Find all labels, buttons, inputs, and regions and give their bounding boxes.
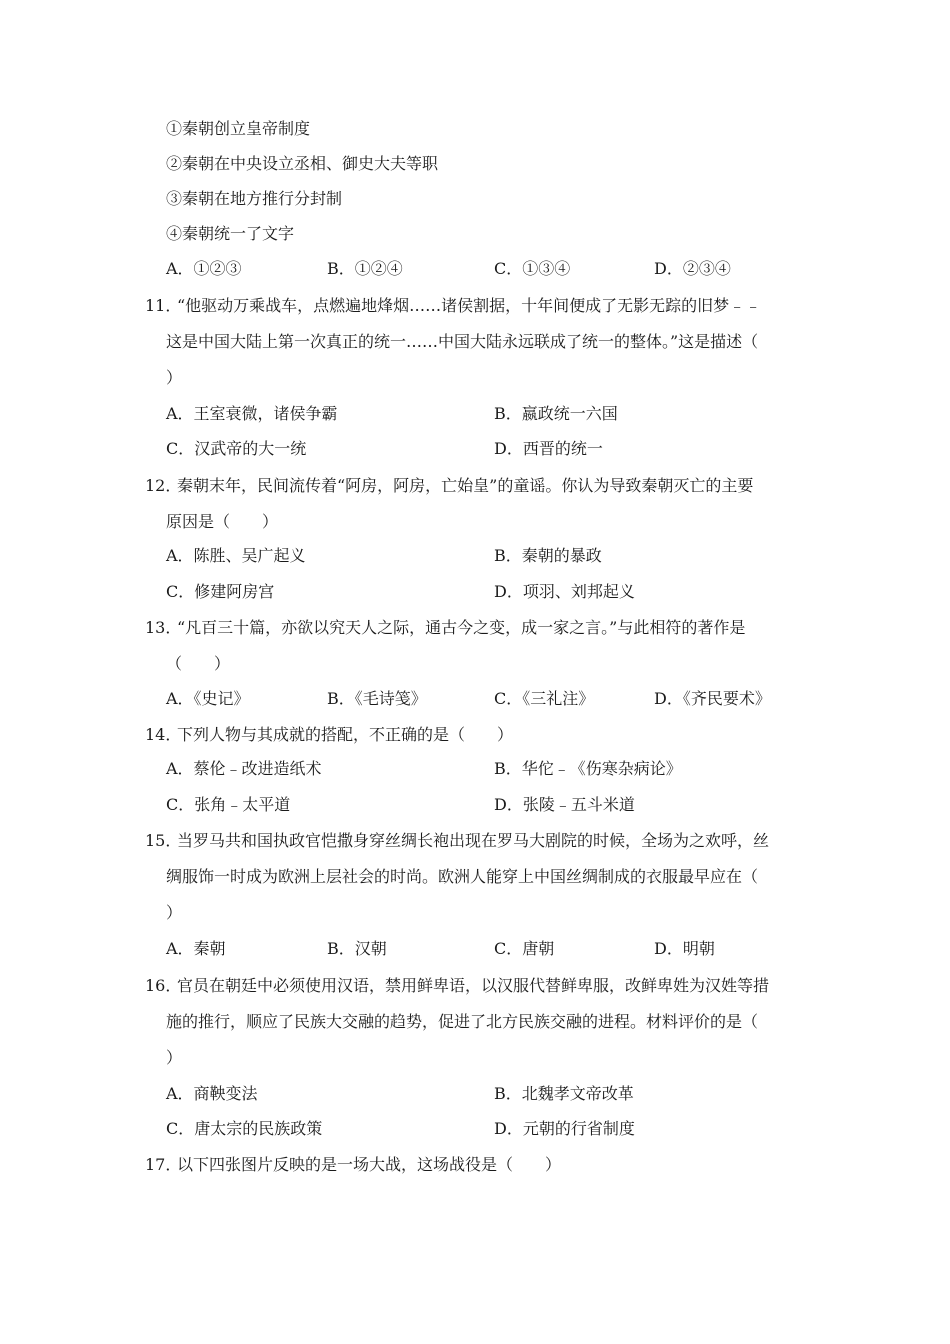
q11-option-c: C．汉武帝的大一统 — [166, 439, 307, 458]
q12-text-line-1: 秦朝末年，民间流传着“阿房，阿房，亡始皇”的童谣。你认为导致秦朝灭亡的主要 — [177, 476, 754, 495]
q12-number: 12． — [145, 476, 182, 495]
statement-1: ①秦朝创立皇帝制度 — [166, 119, 311, 138]
q17-text-line-1: 以下四张图片反映的是一场大战，这场战役是（ ） — [177, 1155, 562, 1174]
q15-option-a: A．秦朝 — [166, 939, 226, 958]
q15-text-line-3: ） — [166, 903, 183, 922]
q13-text-line-2: （ ） — [166, 654, 231, 673]
q16-option-d: D．元朝的行省制度 — [494, 1119, 635, 1138]
q13-option-b: B．《毛诗笺》 — [327, 689, 427, 708]
statement-3: ③秦朝在地方推行分封制 — [166, 189, 343, 208]
q11-text-line-3: ） — [166, 368, 183, 387]
q13-number: 13． — [145, 618, 182, 637]
q15-number: 15． — [145, 831, 182, 850]
q12-option-c: C．修建阿房宫 — [166, 582, 275, 601]
q14-option-a: A．蔡伦﹣改进造纸术 — [166, 759, 322, 778]
q10-option-b: B．①②④ — [327, 259, 403, 278]
q16-text-line-2: 施的推行，顺应了民族大交融的趋势，促进了北方民族交融的进程。材料评价的是（ — [166, 1012, 759, 1031]
q14-option-d: D．张陵﹣五斗米道 — [494, 795, 635, 814]
q16-option-c: C．唐太宗的民族政策 — [166, 1119, 323, 1138]
q13-option-a: A．《史记》 — [166, 689, 250, 708]
q15-option-b: B．汉朝 — [327, 939, 387, 958]
q10-option-a: A．①②③ — [166, 259, 242, 278]
q11-option-b: B．嬴政统一六国 — [494, 404, 618, 423]
q16-number: 16． — [145, 976, 182, 995]
q15-text-line-1: 当罗马共和国执政官恺撒身穿丝绸长袍出现在罗马大剧院的时候，全场为之欢呼，丝 — [177, 831, 770, 850]
q17-number: 17． — [145, 1155, 182, 1174]
statement-2: ②秦朝在中央设立丞相、御史大夫等职 — [166, 154, 439, 173]
q10-option-d: D．②③④ — [654, 259, 731, 278]
q12-option-b: B．秦朝的暴政 — [494, 546, 602, 565]
q14-text-line-1: 下列人物与其成就的搭配，不正确的是（ ） — [177, 725, 514, 744]
q14-option-c: C．张角﹣太平道 — [166, 795, 291, 814]
q10-option-c: C．①③④ — [494, 259, 571, 278]
q13-option-d: D．《齐民要术》 — [654, 689, 771, 708]
q12-option-a: A．陈胜、吴广起义 — [166, 546, 306, 565]
q13-text-line-1: “凡百三十篇，亦欲以究天人之际，通古今之变，成一家之言。”与此相符的著作是 — [177, 618, 746, 637]
q11-text-line-1: “他驱动万乘战车，点燃遍地烽烟……诸侯割据，十年间便成了无影无踪的旧梦﹣﹣ — [177, 296, 762, 315]
q13-option-c: C．《三礼注》 — [494, 689, 595, 708]
q15-text-line-2: 绸服饰一时成为欧洲上层社会的时尚。欧洲人能穿上中国丝绸制成的衣服最早应在（ — [166, 867, 759, 886]
q15-option-d: D．明朝 — [654, 939, 715, 958]
q16-text-line-3: ） — [166, 1048, 183, 1067]
q14-option-b: B．华佗﹣《伤寒杂病论》 — [494, 759, 682, 778]
q14-number: 14． — [145, 725, 182, 744]
q12-text-line-2: 原因是（ ） — [166, 512, 279, 531]
q16-option-b: B．北魏孝文帝改革 — [494, 1084, 634, 1103]
statement-4: ④秦朝统一了文字 — [166, 224, 295, 243]
q16-option-a: A．商鞅变法 — [166, 1084, 258, 1103]
q12-option-d: D．项羽、刘邦起义 — [494, 582, 635, 601]
q11-option-a: A．王室衰微，诸侯争霸 — [166, 404, 338, 423]
q15-option-c: C．唐朝 — [494, 939, 555, 958]
q11-text-line-2: 这是中国大陆上第一次真正的统一……中国大陆永远联成了统一的整体。”这是描述（ — [166, 332, 759, 351]
q11-option-d: D．西晋的统一 — [494, 439, 603, 458]
q16-text-line-1: 官员在朝廷中必须使用汉语，禁用鲜卑语，以汉服代替鲜卑服，改鲜卑姓为汉姓等措 — [177, 976, 770, 995]
q11-number: 11． — [145, 296, 182, 315]
